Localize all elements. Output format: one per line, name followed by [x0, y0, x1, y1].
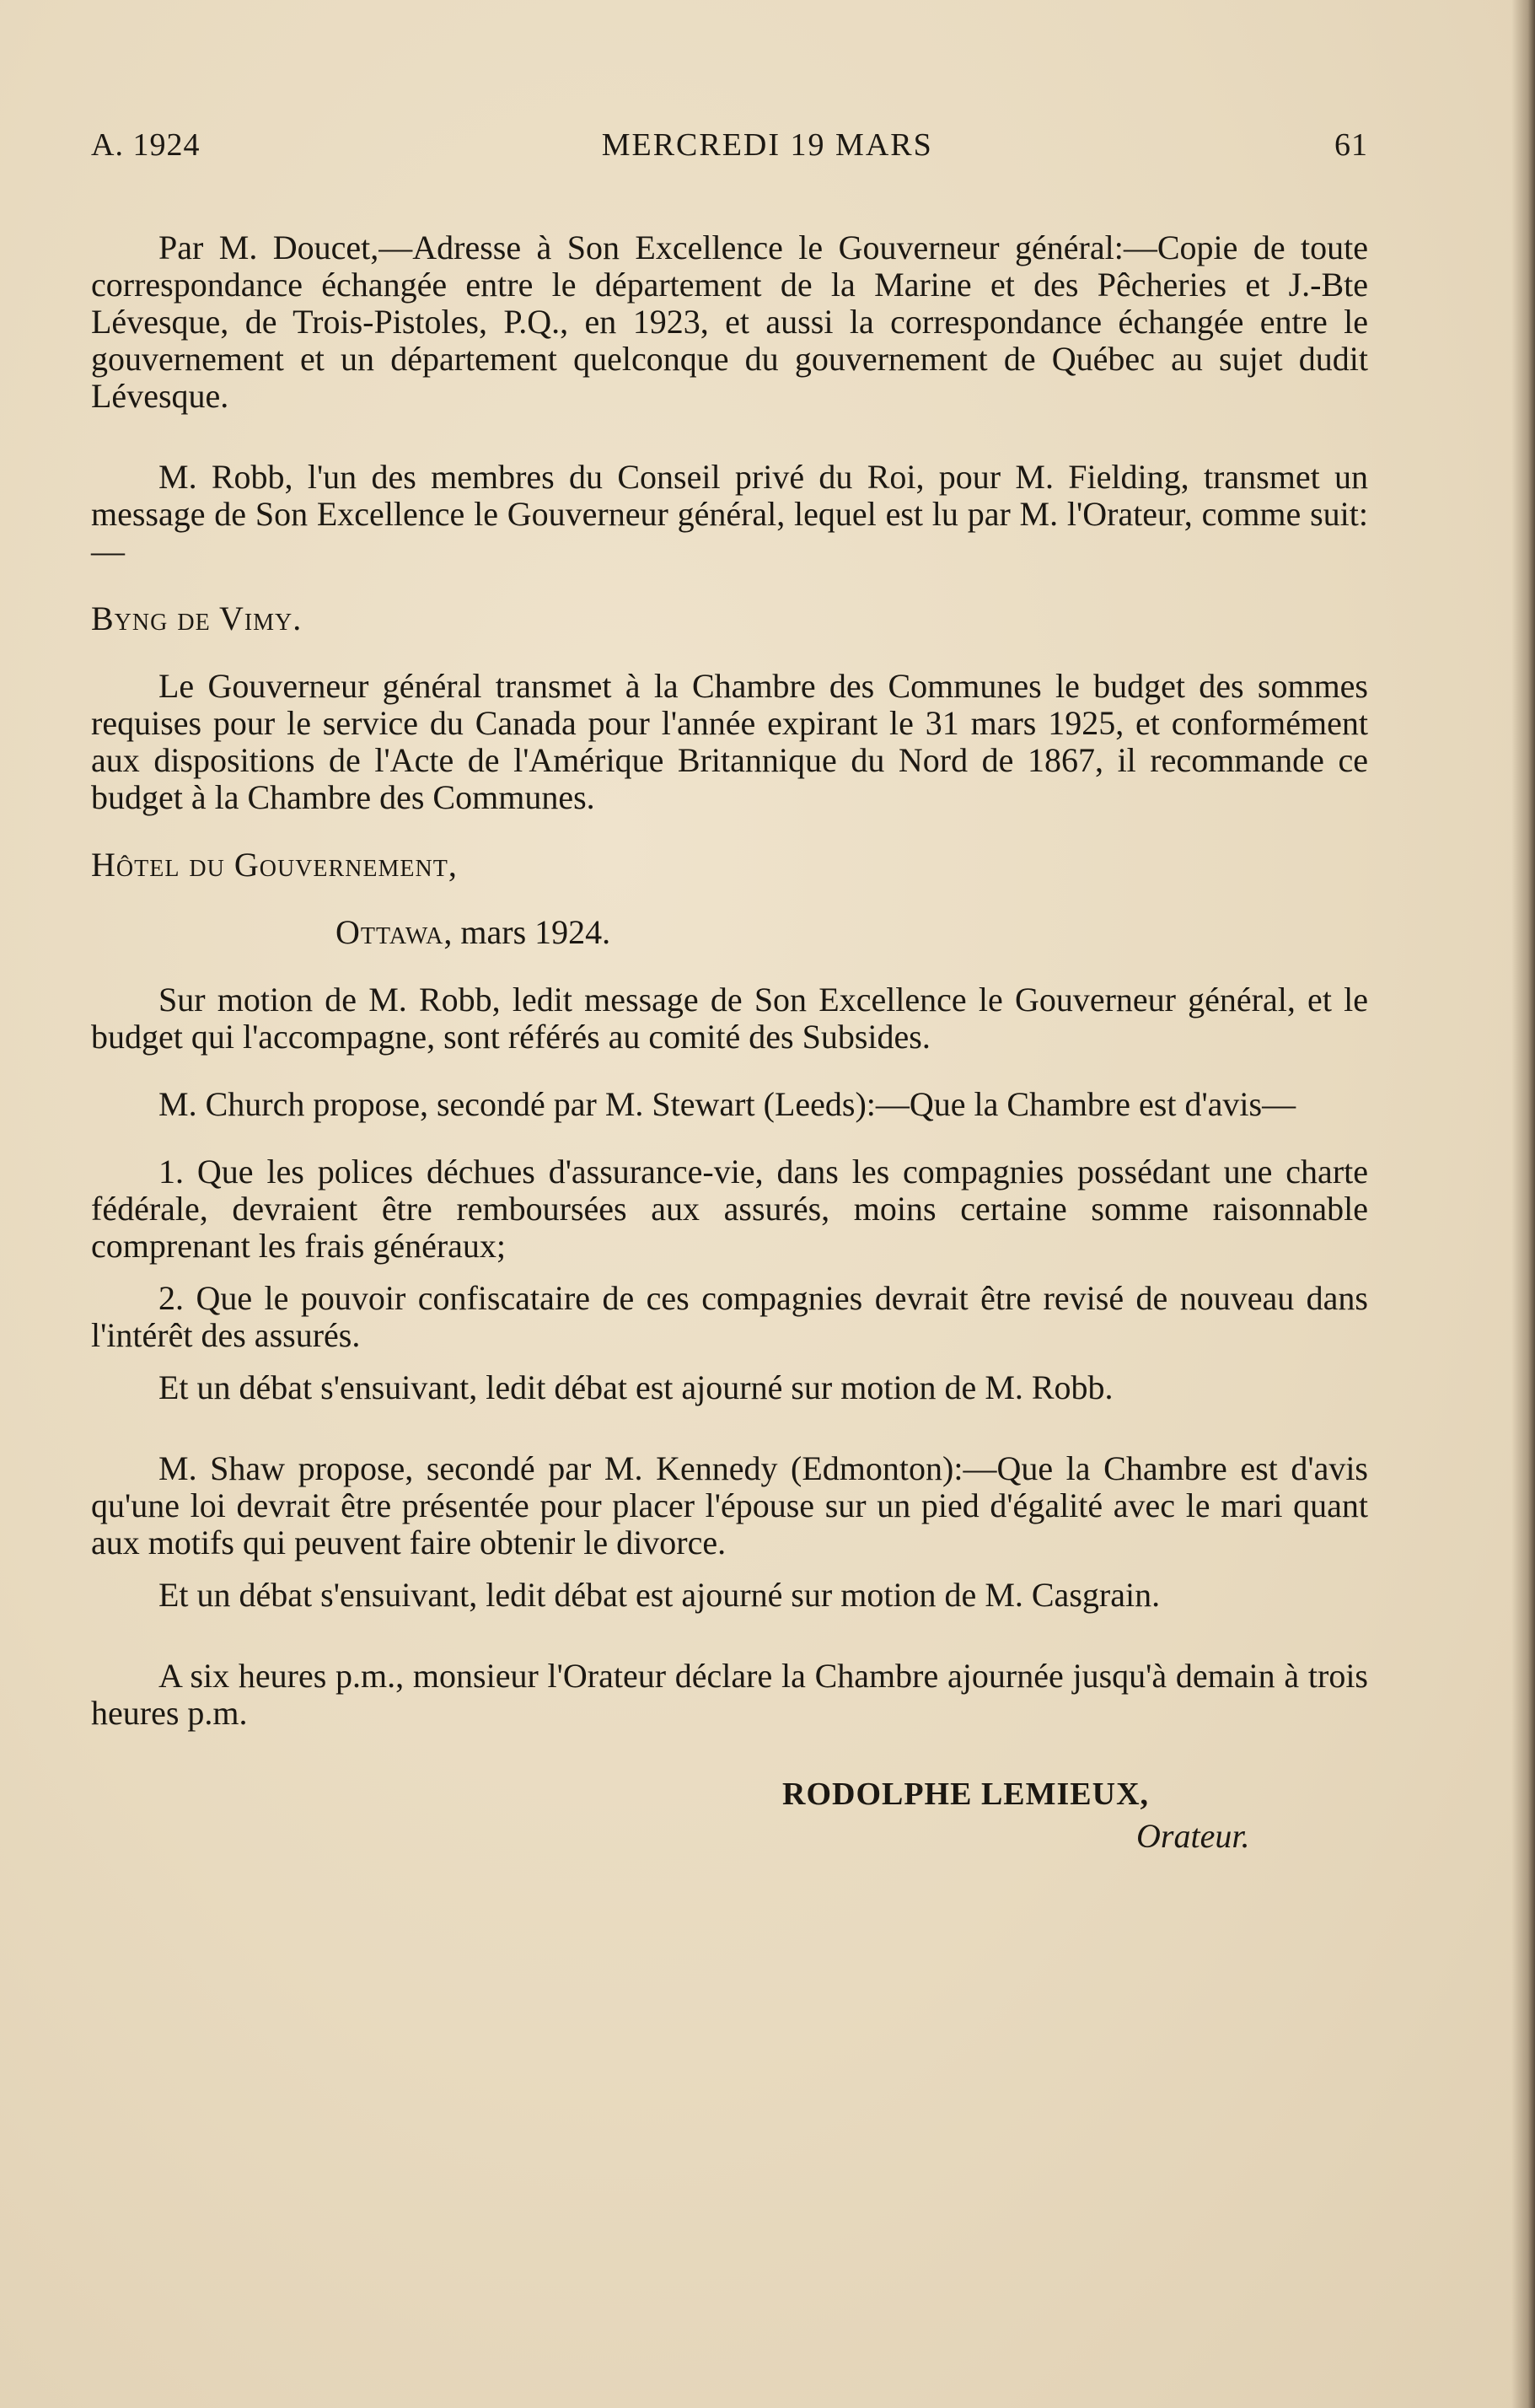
header-date: MERCREDI 19 MARS [601, 127, 933, 163]
paragraph-shaw-proposal: M. Shaw propose, secondé par M. Kennedy (Edmonton):—Que la Chambre est d'avis qu'une loi devrait être présentée pour placer l'épouse sur un pied d'égalité avec le mari quant aux motifs qui peuvent faire obtenir le divorce. [91, 1449, 1368, 1561]
ottawa-place: Ottawa [335, 913, 444, 951]
paragraph-governor-budget: Le Gouverneur général transmet à la Chambre des Communes le budget des sommes requises pour le service du Canada pour l'année expirant le 31 mars 1925, et conformément aux dispositions de l'Acte de l'Amérique Britannique du Nord de 1867, il recommande ce budget à la Chambre des Communes. [91, 667, 1368, 816]
header-year: A. 1924 [91, 127, 201, 163]
paragraph-adjournment: A six heures p.m., monsieur l'Orateur déclare la Chambre ajournée jusqu'à demain à trois heures p.m. [91, 1657, 1368, 1732]
page-number: 61 [1334, 127, 1368, 163]
signatory-name: RODOLPHE LEMIEUX, [782, 1776, 1150, 1812]
paragraph-point-1: 1. Que les polices déchues d'assurance-vie, dans les compagnies possédant une charte fédérale, devraient être remboursées aux assurés, moins certaine somme raisonnable comprenant les frais généraux; [91, 1153, 1368, 1265]
byng-de-vimy: Byng de Vimy. [91, 599, 303, 637]
page-text-block [91, 126, 1368, 1855]
paragraph-point-2: 2. Que le pouvoir confiscataire de ces compagnies devrait être revisé de nouveau dans l'intérêt des assurés. [91, 1279, 1368, 1354]
signatory-role: Orateur. [1136, 1817, 1250, 1855]
running-header [91, 126, 1368, 164]
paragraph-robb-message: M. Robb, l'un des membres du Conseil privé du Roi, pour M. Fielding, transmet un message de Son Excellence le Gouverneur général, lequel est lu par M. l'Orateur, comme suit:— [91, 458, 1368, 570]
signature-block [91, 1776, 1368, 1855]
page-edge-shadow [1511, 0, 1535, 2408]
paragraph-debate-robb: Et un débat s'ensuivant, ledit débat est ajourné sur motion de M. Robb. [158, 1368, 1114, 1406]
paragraph-doucet-address: Par M. Doucet,—Adresse à Son Excellence le Gouverneur général:—Copie de toute correspondance échangée entre le département de la Marine et des Pêcheries et J.-Bte Lévesque, de Trois-Pistoles, P.Q., en 1923, et aussi la correspondance échangée entre le gouvernement et un département quelconque du gouvernement de Québec au sujet dudit Lévesque. [91, 228, 1368, 415]
ottawa-date: , mars 1924. [443, 913, 611, 951]
hotel-du-gouvernement: Hôtel du Gouvernement, [91, 846, 458, 884]
paragraph-church-proposal: M. Church propose, secondé par M. Stewart (Leeds):—Que la Chambre est d'avis— [158, 1085, 1296, 1123]
paragraph-debate-casgrain: Et un débat s'ensuivant, ledit débat est ajourné sur motion de M. Casgrain. [158, 1576, 1161, 1614]
paragraph-motion-robb: Sur motion de M. Robb, ledit message de Son Excellence le Gouverneur général, et le budget qui l'accompagne, sont référés au comité des Subsides. [91, 981, 1368, 1056]
ottawa-date-line [91, 914, 1368, 951]
